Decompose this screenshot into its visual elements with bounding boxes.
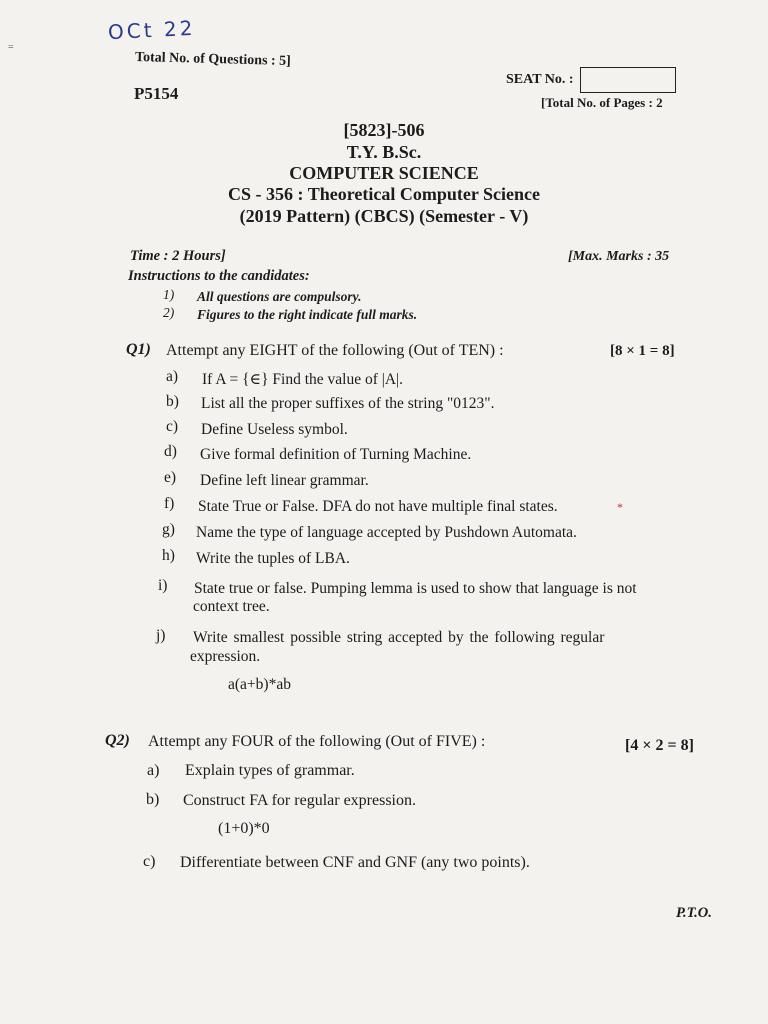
degree: T.Y. B.Sc. xyxy=(346,142,422,162)
q1-item-text: Write the tuples of LBA. xyxy=(196,550,350,567)
subject: COMPUTER SCIENCE xyxy=(289,163,479,183)
regular-expression: a(a+b)*ab xyxy=(228,676,291,693)
paper-code: P5154 xyxy=(134,84,179,103)
total-questions: Total No. of Questions : 5] xyxy=(134,49,292,70)
q1-item-letter: i) xyxy=(158,577,168,594)
q2-item-text: Differentiate between CNF and GNF (any two points). xyxy=(180,854,530,871)
exam-code: [5823]-506 xyxy=(343,120,425,140)
q1-item-text: Write smallest possible string accepted by the following regular xyxy=(193,629,605,646)
q2-item-letter: c) xyxy=(143,853,156,870)
margin-mark: = xyxy=(8,42,14,53)
q1-item-text: Give formal definition of Turning Machine. xyxy=(200,446,472,463)
q1-item-text-continued: context tree. xyxy=(193,598,270,615)
q1-item-text: Define Useless symbol. xyxy=(201,421,348,438)
q1-item-letter: g) xyxy=(162,521,175,538)
instruction-text: Figures to the right indicate full marks. xyxy=(197,307,418,322)
instruction-number: 1) xyxy=(163,287,175,302)
q2-number: Q2) xyxy=(105,732,130,749)
seat-no-label: SEAT No. : xyxy=(506,72,574,87)
course-title: CS - 356 : Theoretical Computer Science xyxy=(228,184,540,204)
q2-item-text: Explain types of grammar. xyxy=(185,762,355,779)
pattern: (2019 Pattern) (CBCS) (Semester - V) xyxy=(239,206,529,226)
q1-item-letter: a) xyxy=(166,368,179,385)
q1-item-letter: b) xyxy=(166,393,179,410)
q1-item-text: If A = {∈} Find the value of |A|. xyxy=(202,371,404,388)
regular-expression: (1+0)*0 xyxy=(218,820,270,837)
q2-marks: [4 × 2 = 8] xyxy=(625,737,694,754)
instruction-number: 2) xyxy=(163,305,175,320)
q2-item-text: Construct FA for regular expression. xyxy=(183,792,416,809)
q2-item-letter: a) xyxy=(147,762,160,779)
q1-item-text: State true or false. Pumping lemma is used to show that language is not xyxy=(194,580,637,597)
q1-prompt: Attempt any EIGHT of the following (Out of TEN) : xyxy=(166,342,504,359)
q1-item-text: List all the proper suffixes of the string "0123". xyxy=(201,395,495,412)
q1-item-letter: e) xyxy=(164,469,177,486)
page-turn-over: P.T.O. xyxy=(676,905,712,921)
q1-number: Q1) xyxy=(126,341,151,358)
q2-prompt: Attempt any FOUR of the following (Out of FIVE) : xyxy=(148,733,486,750)
q1-item-text: Define left linear grammar. xyxy=(200,472,369,489)
q1-item-letter: c) xyxy=(166,418,179,435)
instruction-text: All questions are compulsory. xyxy=(197,289,362,304)
instructions-heading: Instructions to the candidates: xyxy=(128,268,310,284)
q2-item-letter: b) xyxy=(146,791,160,808)
q1-item-letter: j) xyxy=(156,627,166,644)
q1-item-text: Name the type of language accepted by Pushdown Automata. xyxy=(196,524,577,541)
q1-marks: [8 × 1 = 8] xyxy=(610,343,675,359)
q1-item-text: State True or False. DFA do not have multiple final states. xyxy=(198,498,558,515)
total-pages: [Total No. of Pages : 2 xyxy=(541,95,663,110)
time-duration: Time : 2 Hours] xyxy=(130,248,226,264)
q1-item-text-continued: expression. xyxy=(190,648,261,665)
pen-mark: * xyxy=(617,500,623,514)
q1-item-letter: d) xyxy=(164,443,177,460)
q1-item-letter: h) xyxy=(162,547,175,564)
max-marks: [Max. Marks : 35 xyxy=(568,249,670,264)
q1-item-letter: f) xyxy=(164,495,175,512)
seat-no-box xyxy=(580,67,676,93)
handwritten-date-note: OCt 22 xyxy=(107,15,196,45)
